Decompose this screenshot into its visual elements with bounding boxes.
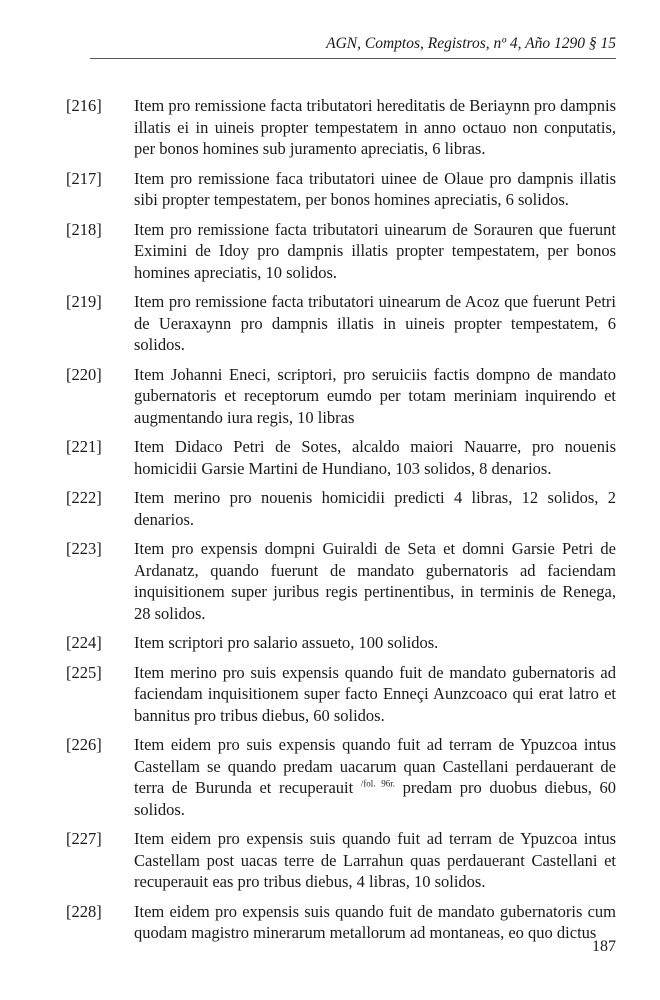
entry-223	[66, 538, 616, 624]
entry-number: [224]	[66, 633, 102, 652]
running-head	[90, 34, 616, 59]
entry-number: [227]	[66, 829, 102, 848]
entry-text: Item merino pro nouenis homicidii predicti 4 libras, 12 solidos, 2 denarios.	[134, 488, 616, 529]
entry-text: Item merino pro suis expensis quando fuit de mandato gubernatoris ad faciendam inquisitionem super facto Enneçi Aunzcoaco qui erat latro et bannitus pro tribus diebus, 60 solidos.	[134, 662, 616, 725]
entry-227	[66, 828, 616, 893]
entry-number: [218]	[66, 219, 102, 239]
entry-217	[66, 168, 616, 211]
entry-text: Item pro expensis dompni Guiraldi de Seta et domni Garsie Petri de Ardanatz, quando fuerunt de mandato gubernatoris ad faciendam inquisitionem super juribus regis pertinentibus, in terminis de Renega, 28 solidos.	[134, 539, 616, 623]
entry-number: [217]	[66, 168, 102, 188]
entry-222	[66, 487, 616, 530]
entry-text: Item pro remissione facta tributatori uinearum de Acoz que fuerunt Petri de Ueraxaynn pro dampnis illatis in uineis propter tempestatem, 6 solidos.	[134, 292, 616, 354]
entry-text: Item eidem pro expensis suis quando fuit ad terram de Ypuzcoa intus Castellam post uacas terre de Larrahun quas perdauerant Castellani et recuperauit eas pro tribus diebus, 4 libras, 10 solidos.	[134, 829, 616, 891]
entry-number: [223]	[66, 539, 102, 558]
entry-text: Item pro remissione faca tributatori uinee de Olaue pro dampnis illatis sibi propter tempestatem, per bonos homines apreciatis, 6 solidos.	[134, 168, 616, 209]
entry-number: [225]	[66, 662, 102, 682]
entry-219	[66, 291, 616, 356]
entry-text: Item Didaco Petri de Sotes, alcaldo maiori Nauarre, pro nouenis homicidii Garsie Martini de Hundiano, 103 solidos, 8 denarios.	[134, 437, 616, 478]
entries-list	[66, 95, 616, 952]
entry-226	[66, 734, 616, 820]
entry-216	[66, 95, 616, 160]
entry-220	[66, 364, 616, 429]
entry-228	[66, 901, 616, 944]
entry-text: Item scriptori pro salario assueto, 100 solidos.	[134, 633, 439, 652]
entry-225	[66, 662, 616, 727]
entry-text-after-folio: predam pro duobus diebus, 60 solidos.	[134, 778, 616, 819]
entry-text: Item Johanni Eneci, scriptori, pro seruiciis factis dompno de mandato gubernatoris et receptorum eumdo per totam meriniam inquirendo et augmentando iura regis, 10 libras	[134, 364, 616, 427]
entry-number: [216]	[66, 96, 102, 115]
entry-224	[66, 632, 616, 654]
entry-number: [220]	[66, 364, 102, 384]
running-head-text: AGN, Comptos, Registros, nº 4, Año 1290 § 15	[326, 35, 616, 52]
entry-text: Item pro remissione facta tributatori hereditatis de Beriaynn pro dampnis illatis ei in uineis propter tempestatem in anno octauo non conputatis, per bonos homines sub juramento apreciatis, 6 libras.	[134, 96, 616, 158]
page-number: 187	[592, 938, 616, 955]
folio-marker: /fol. 96r.	[360, 778, 396, 789]
entry-number: [222]	[66, 488, 102, 507]
entry-number: [226]	[66, 735, 102, 754]
entry-number: [221]	[66, 437, 102, 456]
entry-221	[66, 436, 616, 479]
entry-text: Item pro remissione facta tributatori uinearum de Sorauren que fuerunt Eximini de Idoy pro dampnis illatis propter tempestatem, per bonos homines apreciatis, 10 solidos.	[134, 219, 616, 282]
entry-text	[134, 734, 616, 820]
entry-number: [219]	[66, 292, 102, 311]
entry-218	[66, 219, 616, 284]
entry-text: Item eidem pro expensis suis quando fuit de mandato gubernatoris cum quodam magistro minerarum metallorum ad montaneas, eo quo dictus	[134, 901, 616, 942]
entry-text-before-folio: Item eidem pro suis expensis quando fuit ad terram de Ypuzcoa intus Castellam se quando predam uacarum quan Castellani perdauerant de terra de Burunda et recuperauit	[134, 735, 616, 797]
entry-number: [228]	[66, 901, 102, 921]
